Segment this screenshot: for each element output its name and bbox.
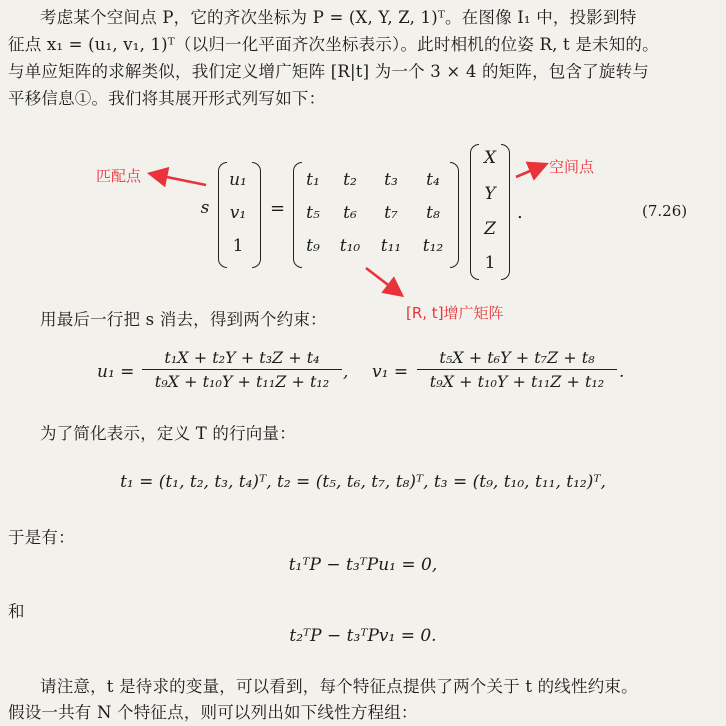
final-paragraph-line2: 假设一共有 N 个特征点，则可以列出如下线性方程组： [8,703,418,722]
therefore-text: 于是有： [8,528,75,547]
augmented-matrix-annotation: [R, t]增广矩阵 [406,304,504,322]
row-vectors-equation: t₁ = (t₁, t₂, t₃, t₄)ᵀ, t₂ = (t₅, t₆, t₇, t₈)ᵀ, t₃ = (t₉, t₁₀, t₁₁, t₁₂)ᵀ, [120,472,606,492]
v1-numerator: t₅X + t₆Y + t₇Z + t₈ [417,348,617,370]
right-vector-x: X [483,148,497,168]
right-vector-y: Y [484,184,496,204]
match-point-arrow [152,174,206,185]
equals-sign: = [270,198,286,219]
matrix-cell: t₉ [306,236,320,256]
v1-period: . [619,362,625,382]
eliminate-text: 用最后一行把 s 消去，得到两个约束： [40,310,327,329]
space-point-arrow [516,165,544,177]
intro-paragraph-line1: 考虑某个空间点 P，它的齐次坐标为 P = (X, Y, Z, 1)ᵀ。在图像 I₁ 中，投影到特 [40,8,637,27]
v1-denominator: t₉X + t₁₀Y + t₁₁Z + t₁₂ [429,372,605,391]
matrix-cell: t₁ [306,170,320,190]
simplify-text: 为了简化表示，定义 T 的行向量： [40,424,296,443]
augmented-matrix-arrow [366,268,400,294]
matrix-cell: t₇ [384,203,398,223]
left-vector-v1: v₁ [229,203,247,223]
intro-paragraph-line4: 平移信息①。我们将其展开形式列写如下： [8,89,326,108]
matrix-cell: t₃ [384,170,398,190]
matrix-cell: t₈ [426,203,440,223]
u1-denominator: t₉X + t₁₀Y + t₁₁Z + t₁₂ [154,372,330,391]
left-vector-one: 1 [232,236,244,256]
matrix-cell: t₅ [306,203,320,223]
space-point-annotation: 空间点 [549,158,595,176]
u1-numerator: t₁X + t₂Y + t₃Z + t₄ [142,348,342,370]
matrix-cell: t₁₀ [339,236,361,256]
right-vector-one: 1 [484,253,496,273]
left-vector-u1: u₁ [229,170,247,190]
scale-factor: s [200,198,210,218]
v1-fraction [417,348,617,391]
final-paragraph-line1: 请注意，t 是待求的变量，可以看到，每个特征点提供了两个关于 t 的线性约束。 [40,677,638,696]
v1-label: v₁ = [372,362,409,382]
and-text: 和 [8,602,25,621]
matrix-cell: t₄ [426,170,440,190]
constraint-equation-1: t₁ᵀP − t₃ᵀPu₁ = 0, [288,555,438,575]
right-vector-z: Z [484,219,496,239]
matrix-cell: t₁₁ [380,236,402,256]
equation-number: (7.26) [642,202,688,220]
matrix-cell: t₁₂ [422,236,444,256]
u1-comma: , [343,362,349,382]
intro-paragraph-line3: 与单应矩阵的求解类似，我们定义增广矩阵 [R|t] 为一个 3 × 4 的矩阵，包含了旋转与 [8,62,649,81]
constraint-equation-2: t₂ᵀP − t₃ᵀPv₁ = 0. [289,626,437,646]
intro-paragraph-line2: 征点 x₁ = (u₁, v₁, 1)ᵀ（以归一化平面齐次坐标表示）。此时相机的位姿 R, t 是未知的。 [8,35,659,54]
match-point-annotation: 匹配点 [96,167,142,185]
u1-fraction [142,348,342,391]
equation-period: . [517,202,523,223]
matrix-cell: t₂ [343,170,357,190]
u1-label: u₁ = [97,362,135,382]
matrix-cell: t₆ [343,203,357,223]
